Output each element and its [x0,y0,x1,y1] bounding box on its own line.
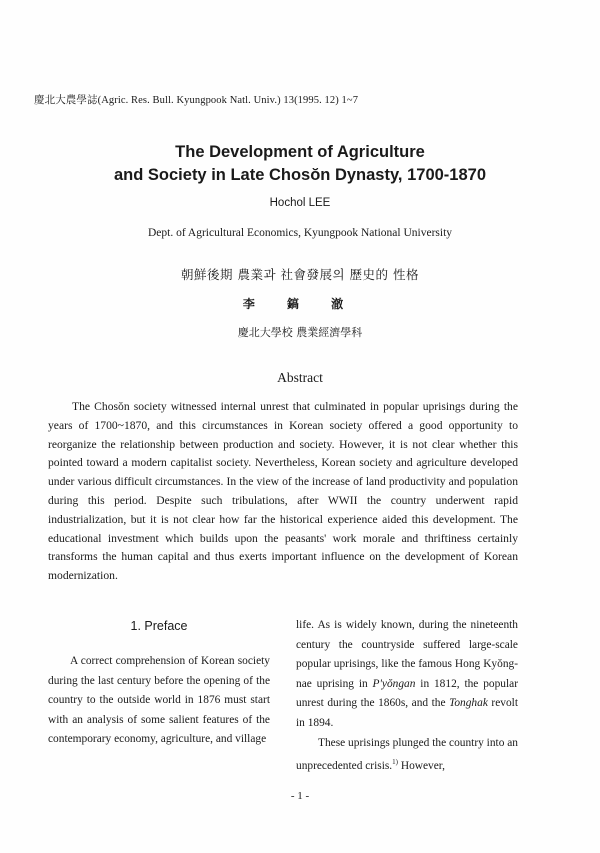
korean-author: 李 鎬 澈 [242,297,358,311]
section-heading-preface: 1. Preface [130,619,188,633]
italic-place-name: P'yŏngan [372,677,416,690]
right-column-paragraph-2 [296,734,518,777]
author-name: Hochol LEE [269,197,331,209]
right-column [296,616,518,777]
text-span: revolt in 1894. [296,697,518,729]
left-column-paragraph: A correct comprehension of Korean society during the last century before the opening of the country to the outside world in 1876 must start with an analysis of some salient features of the contemporary economy, agriculture, and village [48,655,270,746]
footnote-marker: 1) [392,758,398,767]
left-column [48,652,270,750]
text-span: life. As is widely known, during the nineteenth century the countryside suffered large-scale popular uprisings, like the famous Hong Kyŏng-nae uprising in [296,619,518,690]
text-span: These uprisings plunged the country into an unprecedented crisis. [296,736,518,772]
page-number: - 1 - [290,790,310,802]
abstract-paragraph: The Chosŏn society witnessed internal unrest that culminated in popular uprisings during the years of 1700~1870, and this circumstances in Korean society offered a good opportunity to reorganize the relationship between production and society. However, it is not clear whether this pointed toward a modern capitalist society. Nevertheless, Korean society and agriculture developed under various difficult circumstances. In the view of the increase of land productivity and population during this period. Despite such tribulations, after WWII the country underwent rapid industrialization, but it is not clear how far the historical experience aided this development. The educational investment which builds upon the peasants' work morale and thriftiness certainly transforms the human capital and thus exerts important influence on the development of Korean modernization. [48,400,518,583]
korean-affiliation: 慶北大學校 農業經濟學科 [237,326,363,339]
right-column-paragraph-1 [296,616,518,734]
paper-title-line-1: The Development of Agriculture [175,143,425,161]
text-span: in 1812, the popular unrest during the 1860s, and the [296,677,518,710]
journal-citation: 慶北大農學誌(Agric. Res. Bull. Kyungpook Natl. Univ.) 13(1995. 12) 1~7 [34,95,359,106]
korean-title: 朝鮮後期 農業과 社會發展의 歷史的 性格 [180,267,420,282]
text-span: However, [398,759,445,772]
paper-title-line-2: and Society in Late Chosŏn Dynasty, 1700-1870 [114,166,486,184]
author-affiliation: Dept. of Agricultural Economics, Kyungpook National University [147,227,453,239]
abstract-heading: Abstract [277,370,323,385]
abstract-body [48,398,518,586]
italic-term: Tonghak [449,697,488,710]
